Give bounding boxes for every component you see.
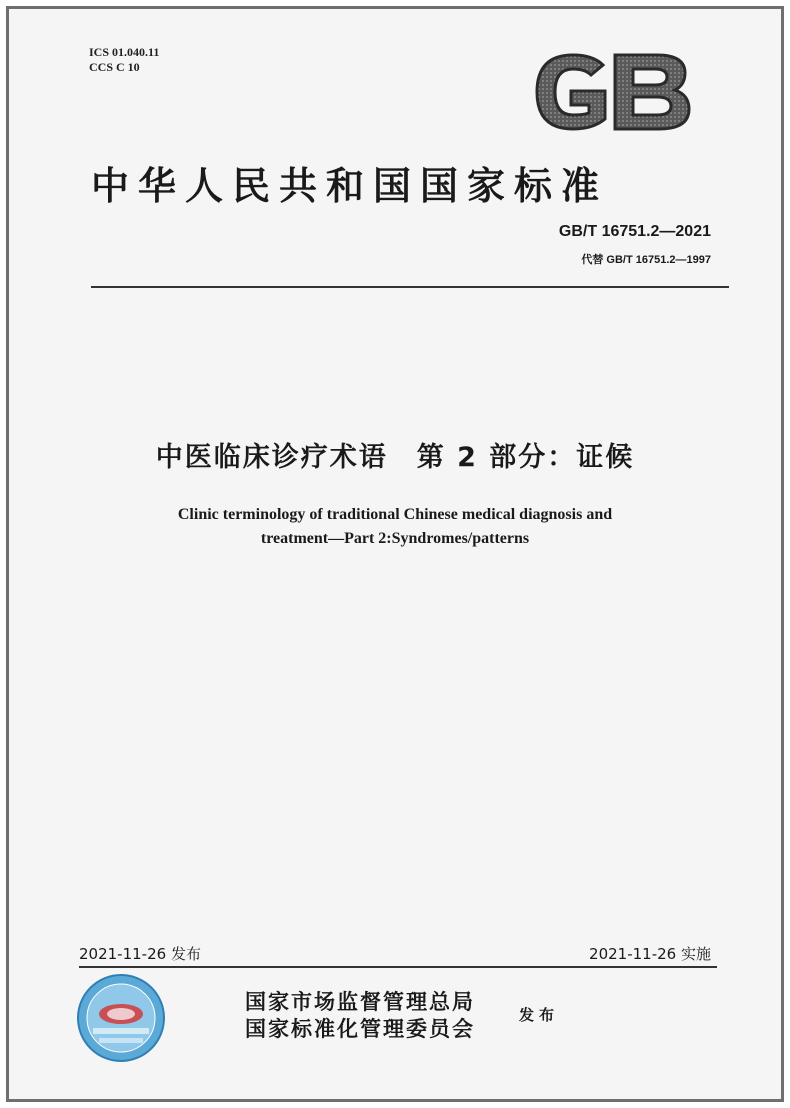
- issuing-authorities: [245, 989, 475, 1043]
- replaces-standard: 代替 GB/T 16751.2—1997: [581, 254, 711, 266]
- implementation-date: 2021-11-26 实施: [589, 945, 711, 963]
- ics-code: ICS 01.040.11: [89, 45, 160, 59]
- header-divider: [91, 286, 729, 288]
- issue-date: 2021-11-26 发布: [79, 945, 201, 963]
- publish-label: 发布: [519, 1006, 560, 1024]
- footer-divider: [79, 966, 717, 968]
- issuer-name: 国家市场监督管理总局: [245, 990, 475, 1014]
- standard-category-title: 中华人民共和国国家标准: [91, 164, 609, 208]
- standard-number: GB/T 16751.2—2021: [558, 223, 711, 240]
- issuer-name: 国家标准化管理委员会: [245, 1017, 475, 1041]
- english-title-line: Clinic terminology of traditional Chinese medical diagnosis and: [177, 506, 613, 523]
- document-title-english: [9, 503, 781, 551]
- anti-counterfeit-seal-icon: [75, 972, 167, 1064]
- gb-logo-icon: [529, 51, 694, 133]
- classification-codes: [89, 45, 159, 75]
- ccs-code: CCS C 10: [89, 60, 140, 74]
- standard-cover-page: [6, 6, 784, 1102]
- english-title-line: treatment—Part 2:Syndromes/patterns: [260, 530, 530, 547]
- document-title-chinese: 中医临床诊疗术语 第 2 部分：证候: [155, 442, 635, 473]
